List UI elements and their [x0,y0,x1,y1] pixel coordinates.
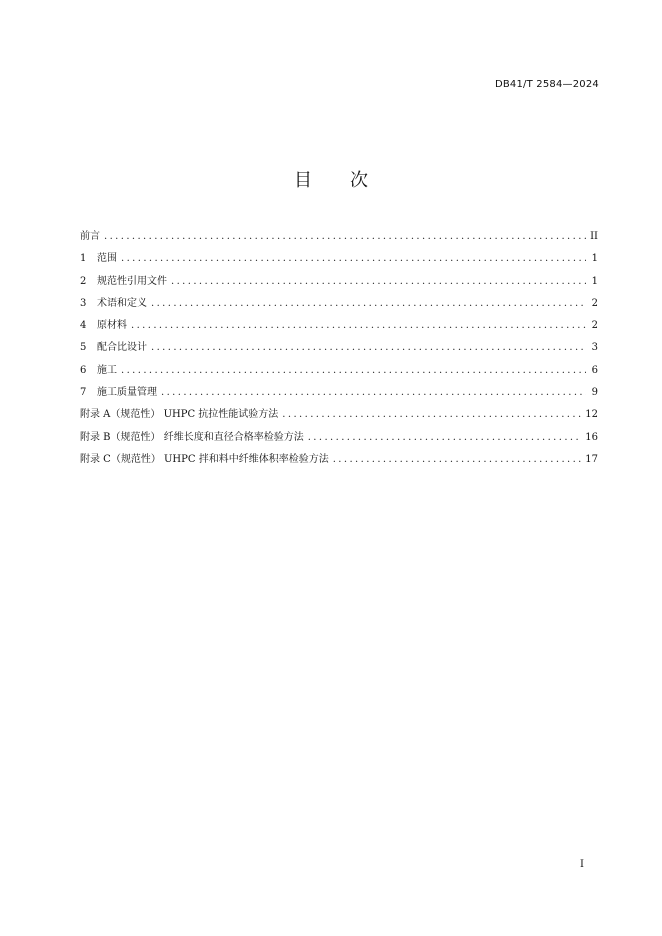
toc-entry-label: 术语和定义 [97,297,147,309]
toc-dot-leader [104,226,586,248]
toc-entry-number: 6 [80,364,87,376]
toc-entry-page: 1 [591,253,598,265]
toc-entry-label: 原材料 [97,320,127,332]
toc-title-part2: 次 [350,170,368,191]
toc-entry-page: 6 [591,364,598,376]
toc-dot-leader [121,248,586,270]
toc-entry-construction[interactable] [80,360,598,382]
toc-entry-label: 配合比设计 [97,342,147,354]
toc-entry-label: 附录 B（规范性） 纤维长度和直径合格率检验方法 [80,431,304,443]
toc-entry-label: 前言 [80,231,100,242]
toc-entry-page: 3 [591,342,598,354]
page-number: I [580,859,584,870]
toc-entry-label: 附录 C（规范性） UHPC 拌和料中纤维体积率检验方法 [80,453,329,465]
toc-dot-leader [151,293,586,315]
toc-entry-page: 12 [585,409,598,421]
toc-entry-mix-design[interactable] [80,337,598,359]
toc-dot-leader [308,427,582,449]
toc-entry-label: 规范性引用文件 [97,275,167,287]
toc-entry-label: 附录 A（规范性） UHPC 抗拉性能试验方法 [80,409,279,421]
toc-entry-page: 2 [591,297,598,309]
toc-entry-page: II [590,231,598,242]
toc-entry-label: 施工质量管理 [97,387,157,399]
toc-entry-number: 1 [80,253,87,265]
toc-list [80,226,598,471]
toc-entry-terms-definitions[interactable] [80,293,598,315]
toc-entry-number: 7 [80,387,87,399]
toc-dot-leader [151,337,586,359]
toc-entry-normative-references[interactable] [80,271,598,293]
toc-title-part1: 目 [294,170,312,191]
toc-entry-page: 1 [591,275,598,287]
toc-dot-leader [121,360,586,382]
toc-dot-leader [161,382,586,404]
toc-entry-appendix-c[interactable] [80,449,598,471]
document-code: DB41/T 2584—2024 [494,79,599,90]
toc-entry-number: 3 [80,297,87,309]
toc-entry-page: 16 [585,431,598,443]
toc-title [0,166,662,192]
toc-entry-number: 5 [80,342,87,354]
toc-dot-leader [282,404,581,426]
toc-entry-page: 17 [585,453,598,465]
toc-entry-scope[interactable] [80,248,598,270]
toc-entry-appendix-b[interactable] [80,427,598,449]
toc-entry-quality-management[interactable] [80,382,598,404]
toc-entry-label: 范围 [97,253,117,265]
toc-entry-foreword[interactable] [80,226,598,248]
toc-entry-number: 2 [80,275,87,287]
toc-dot-leader [171,271,586,293]
toc-entry-label: 施工 [97,364,117,376]
toc-entry-page: 2 [591,320,598,332]
toc-entry-number: 4 [80,320,87,332]
toc-entry-page: 9 [591,387,598,399]
toc-dot-leader [333,449,582,471]
toc-entry-appendix-a[interactable] [80,404,598,426]
toc-entry-raw-materials[interactable] [80,315,598,337]
toc-dot-leader [131,315,586,337]
